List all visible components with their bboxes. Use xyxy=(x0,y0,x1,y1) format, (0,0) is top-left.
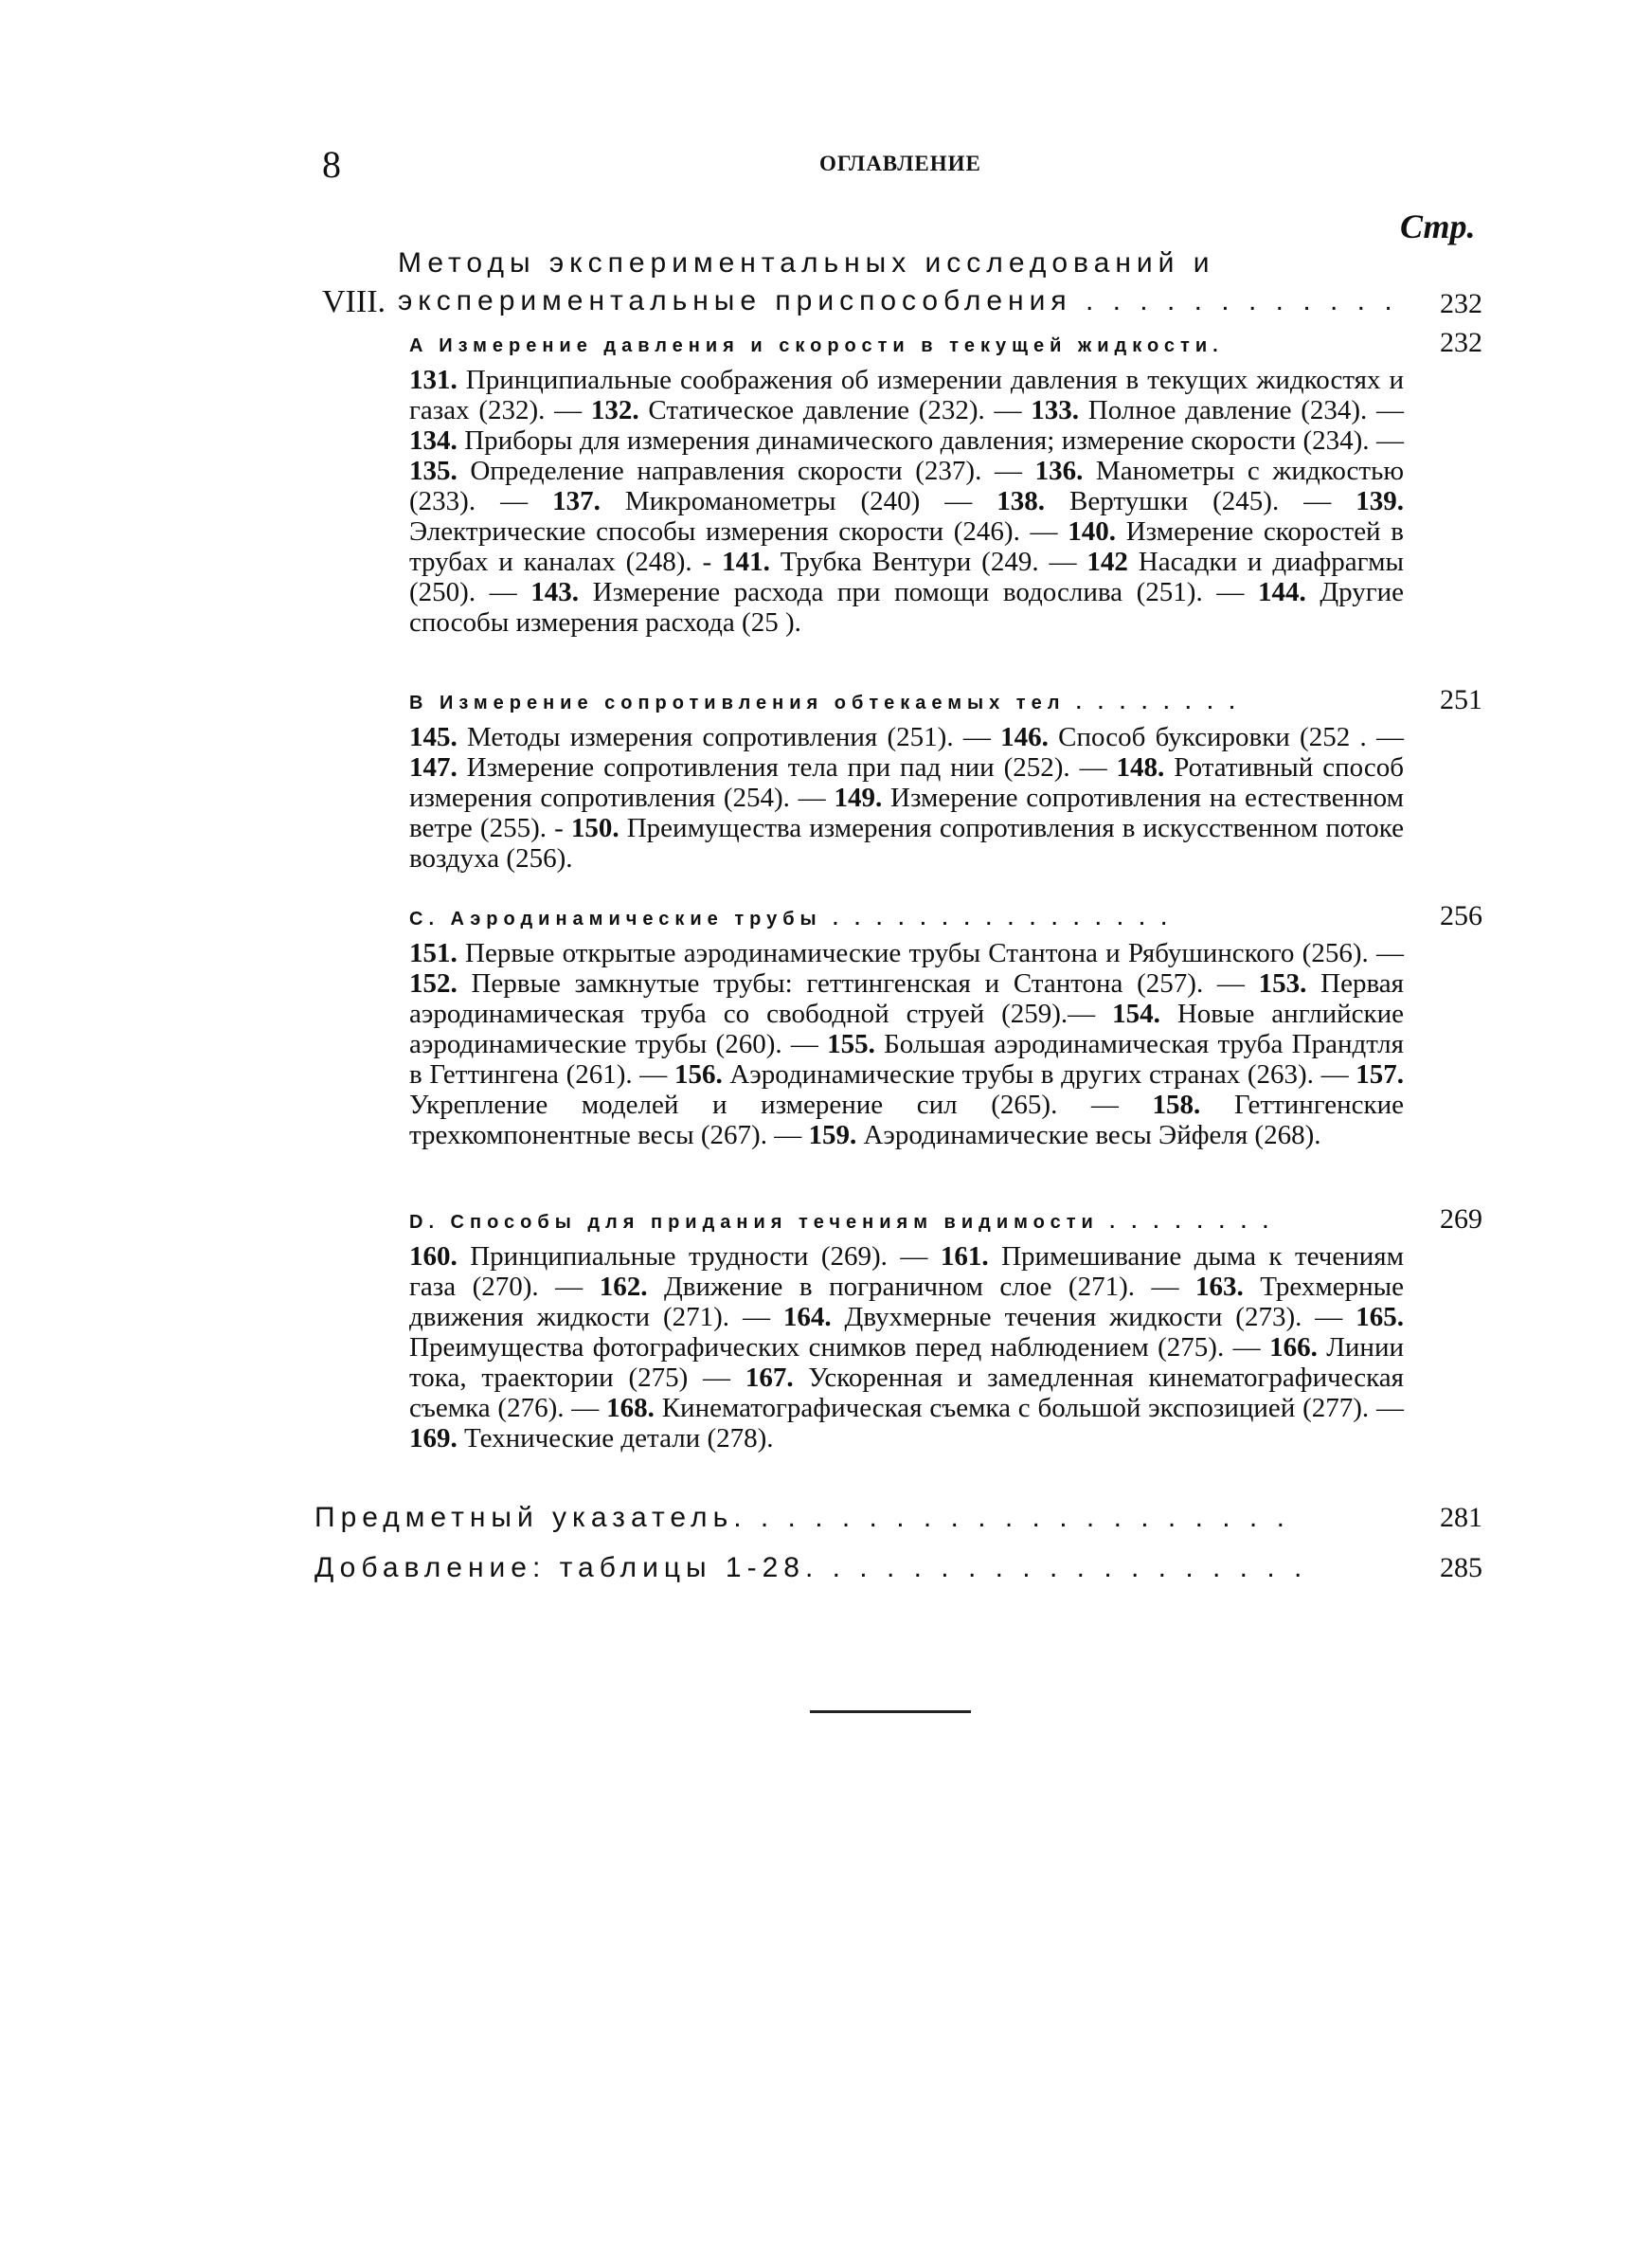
item-number: 160. xyxy=(409,1241,458,1272)
section-items xyxy=(409,365,1404,638)
item-text: Ротативный способ измерения сопротивления (254). — xyxy=(409,752,1404,813)
item-number: 132. xyxy=(590,395,639,425)
index-entry-page: 285 xyxy=(1440,1552,1482,1583)
item-number: 161. xyxy=(940,1241,989,1272)
item-number: 151. xyxy=(409,938,458,968)
item-number: 137. xyxy=(552,486,601,516)
section-b xyxy=(409,684,1482,874)
item-number: 153. xyxy=(1258,968,1307,999)
appendix-tables-entry xyxy=(314,1552,1482,1584)
section-items xyxy=(409,938,1404,1150)
item-number: 154. xyxy=(1112,999,1160,1029)
item-number: 168. xyxy=(606,1393,655,1423)
item-number: 164. xyxy=(782,1302,832,1332)
item-number: 135. xyxy=(409,456,458,486)
page-column-label: Стр. xyxy=(1400,208,1476,245)
index-entry-page: 281 xyxy=(1440,1502,1482,1533)
section-page: 232 xyxy=(1440,327,1482,358)
item-number: 131. xyxy=(409,365,458,395)
item-text: Способ буксировки (252 . — xyxy=(1048,722,1404,752)
item-text: Трехмерные движения жидкости (271). — xyxy=(409,1272,1404,1332)
item-text: Измерение сопротивления тела при пад нии (252). — xyxy=(457,752,1117,783)
item-text: Геттингенские трехкомпонентные весы (267). — xyxy=(409,1090,1404,1150)
chapter-number: VIII. xyxy=(322,284,386,319)
item-number: 140. xyxy=(1068,516,1117,547)
item-number: 165. xyxy=(1356,1302,1404,1332)
item-text: Ускоренная и замедленная кинематографическая съемка (276). — xyxy=(409,1363,1404,1423)
item-text: Измерение скоростей в трубах и каналах (248). - xyxy=(409,516,1404,577)
item-text: Аэродинамические трубы в других странах (263). — xyxy=(722,1059,1356,1090)
item-number: 145. xyxy=(409,722,458,752)
item-text: Электрические способы измерения скорости (246). — xyxy=(409,516,1068,547)
item-text: Движение в пограничном слое (271). — xyxy=(647,1272,1196,1302)
item-number: 134. xyxy=(409,425,458,456)
item-text: Аэродинамические весы Эйфеля (268). xyxy=(856,1120,1321,1150)
section-items xyxy=(409,1241,1404,1454)
item-number: 157. xyxy=(1356,1059,1404,1090)
chapter-title: Методы экспериментальных исследований и экспериментальные приспособления . . . . . . . . . . . . xyxy=(398,247,1398,316)
item-number: 142 xyxy=(1086,547,1128,577)
item-text: Преимущества измерения сопротивления в искусственном потоке воздуха (256). xyxy=(409,813,1405,874)
item-text: Насадки и диафрагмы (250). — xyxy=(409,547,1404,607)
item-number: 166. xyxy=(1269,1332,1318,1363)
item-text: Определение направления скорости (237). — xyxy=(457,456,1035,486)
section-page: 251 xyxy=(1440,684,1482,715)
item-text: Приборы для измерения динамического давления; измерение скорости (234). — xyxy=(457,425,1404,456)
item-text: Принципиальные соображения об измерении давления в текущих жидкостях и газах (232). — xyxy=(409,365,1404,425)
item-number: 147. xyxy=(409,752,458,783)
section-items xyxy=(409,722,1404,874)
item-number: 162. xyxy=(599,1272,648,1302)
item-number: 138. xyxy=(997,486,1046,516)
index-entry-title: Добавление: таблицы 1-28. . . . . . . . . . . . . . . . . . . xyxy=(314,1552,1308,1583)
item-text: Другие способы измерения расхода (25 ). xyxy=(409,577,1405,638)
item-number: 152. xyxy=(409,968,458,999)
item-text: Принципиальные трудности (269). — xyxy=(457,1241,941,1272)
section-d xyxy=(409,1203,1482,1454)
item-number: 149. xyxy=(834,783,883,813)
item-text: Статическое давление (232). — xyxy=(638,395,1032,425)
section-title: B Измерение сопротивления обтекаемых тел . . . . . . . . xyxy=(409,693,1241,713)
item-text: Кинематографическая съемка с большой экспозицией (277). — xyxy=(654,1393,1404,1423)
page-number: 8 xyxy=(322,143,341,186)
item-text: Вертушки (245). — xyxy=(1045,486,1356,516)
item-text: Первые открытые аэродинамические трубы Стантона и Рябушинского (256). — xyxy=(457,938,1404,968)
item-number: 167. xyxy=(745,1363,794,1393)
chapter-entry xyxy=(322,244,1482,320)
item-number: 139. xyxy=(1356,486,1404,516)
section-title: A Измерение давления и скорости в текущей жидкости. xyxy=(409,335,1224,356)
item-number: 146. xyxy=(1000,722,1049,752)
item-number: 133. xyxy=(1031,395,1080,425)
item-number: 136. xyxy=(1034,456,1084,486)
item-text: Микроманометры (240) — xyxy=(600,486,997,516)
section-title: D. Способы для придания течениям видимости . . . . . . . . xyxy=(409,1212,1274,1233)
section-page: 256 xyxy=(1440,900,1482,931)
section-page: 269 xyxy=(1440,1203,1482,1235)
subject-index-entry xyxy=(314,1502,1482,1534)
item-text: Линии тока, траектории (275) — xyxy=(409,1332,1404,1393)
item-text: Новые английские аэродинамические трубы (260). — xyxy=(409,999,1404,1059)
item-number: 169. xyxy=(409,1423,458,1454)
item-number: 144. xyxy=(1257,577,1306,607)
item-text: Примешивание дыма к течениям газа (270). — xyxy=(409,1241,1404,1302)
item-text: Укрепление моделей и измерение сил (265). — xyxy=(409,1090,1153,1120)
item-text: Большая аэродинамическая труба Прандтля в Геттингена (261). — xyxy=(409,1029,1404,1090)
index-entry-title: Предметный указатель. . . . . . . . . . . . . . . . . . . . . xyxy=(314,1502,1290,1533)
item-text: Первая аэродинамическая труба со свободной струей (259).— xyxy=(409,968,1404,1029)
running-title: ОГЛАВЛЕНИЕ xyxy=(819,152,981,175)
end-rule xyxy=(810,1710,971,1713)
item-text: Манометры с жидкостью (233). — xyxy=(409,456,1404,516)
item-text: Трубка Вентури (249. — xyxy=(769,547,1087,577)
item-text: Измерение расхода при помощи водослива (251). — xyxy=(579,577,1258,607)
section-c xyxy=(409,900,1482,1150)
item-number: 150. xyxy=(570,813,620,843)
item-text: Полное давление (234). — xyxy=(1079,395,1404,425)
item-text: Преимущества фотографических снимков перед наблюдением (275). — xyxy=(409,1332,1270,1363)
item-text: Измерение сопротивления на естественном ветре (255). - xyxy=(409,783,1404,843)
chapter-page: 232 xyxy=(1440,288,1482,319)
item-number: 156. xyxy=(673,1059,723,1090)
item-number: 158. xyxy=(1152,1090,1201,1120)
item-number: 159. xyxy=(808,1120,857,1150)
item-text: Двухмерные течения жидкости (273). — xyxy=(831,1302,1356,1332)
item-number: 148. xyxy=(1116,752,1165,783)
item-text: Первые замкнутые трубы: геттингенская и Стантона (257). — xyxy=(457,968,1259,999)
item-number: 155. xyxy=(827,1029,875,1059)
item-number: 163. xyxy=(1195,1272,1244,1302)
section-a xyxy=(409,327,1482,638)
section-title: C. Аэродинамические трубы . . . . . . . . . . . . . . . . xyxy=(409,909,1173,930)
item-text: Технические детали (278). xyxy=(457,1423,774,1454)
item-number: 141. xyxy=(722,547,770,577)
item-text: Методы измерения сопротивления (251). — xyxy=(457,722,1001,752)
item-number: 143. xyxy=(530,577,580,607)
